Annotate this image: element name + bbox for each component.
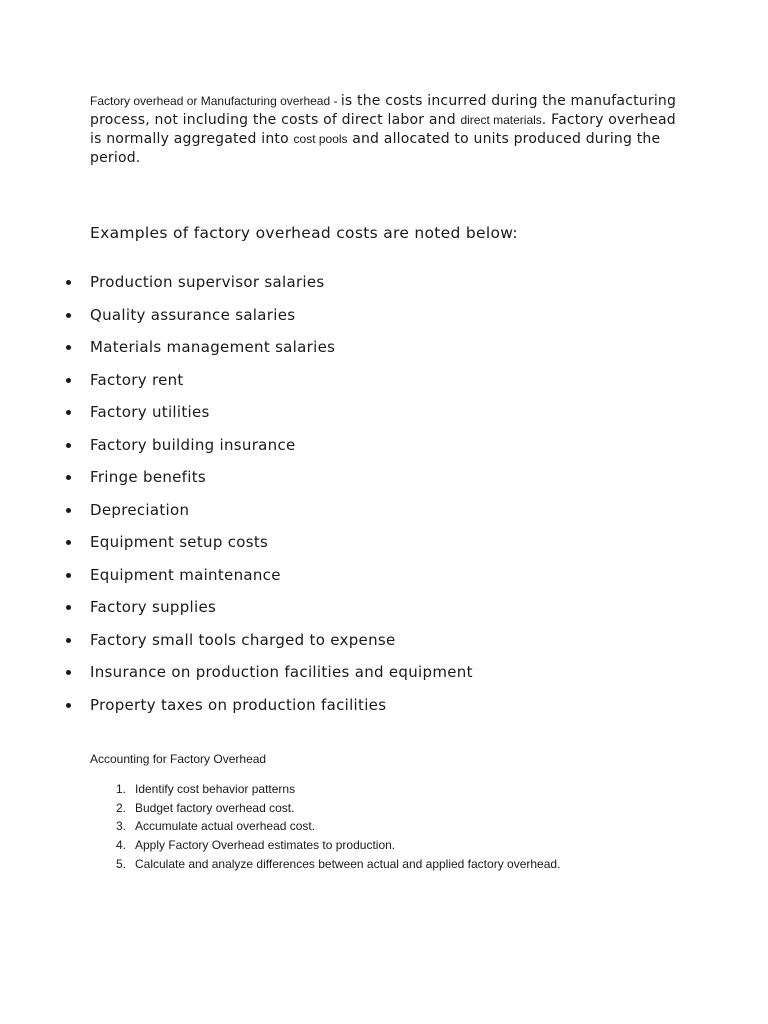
bullet-icon	[66, 508, 71, 513]
list-item-text: Factory supplies	[90, 598, 217, 616]
cost-pools-term: cost pools	[293, 132, 348, 146]
step-number: 5.	[115, 856, 126, 871]
direct-materials-term: direct materials	[460, 113, 542, 127]
intro-paragraph	[90, 92, 680, 168]
list-item-text: Factory building insurance	[90, 435, 296, 454]
step-number: 1.	[115, 782, 126, 796]
step-text: Identify cost behavior patterns	[135, 782, 296, 796]
list-item-text: Production supervisor salaries	[90, 273, 325, 291]
bullet-icon	[66, 670, 71, 675]
accounting-heading: Accounting for Factory Overhead	[90, 752, 267, 766]
list-item-text: Quality assurance salaries	[90, 305, 296, 324]
step-text: Budget factory overhead cost.	[135, 800, 295, 815]
list-item-text: Factory rent	[90, 370, 184, 389]
list-item-text: Equipment setup costs	[90, 533, 269, 551]
list-item-text: Materials management salaries	[90, 338, 336, 356]
list-item-text: Depreciation	[90, 500, 190, 519]
intro-text-3: and allocated to units produced during the period.	[90, 131, 661, 166]
step-text: Accumulate actual overhead cost.	[135, 819, 316, 834]
bullet-icon	[66, 638, 71, 643]
bullet-icon	[66, 573, 71, 578]
bullet-icon	[66, 605, 71, 610]
step-number: 4.	[115, 838, 126, 853]
examples-heading: Examples of factory overhead costs are noted below:	[90, 224, 518, 242]
bullet-icon	[66, 475, 71, 480]
intro-term: Factory overhead or Manufacturing overhead -	[90, 94, 341, 108]
step-text: Calculate and analyze differences between actual and applied factory overhead.	[135, 856, 561, 871]
list-item-text: Fringe benefits	[90, 468, 207, 486]
bullet-icon	[66, 345, 71, 350]
bullet-icon	[66, 410, 71, 415]
intro-text-1: is the costs incurred during the manufacturing process, not including the costs of direct labor and	[90, 93, 677, 128]
step-text: Apply Factory Overhead estimates to production.	[135, 838, 396, 853]
bullet-icon	[66, 540, 71, 545]
intro-text-2: . Factory overhead is normally aggregated into	[90, 112, 676, 147]
bullet-icon	[66, 703, 71, 708]
step-number: 2.	[115, 800, 126, 815]
bullet-icon	[66, 280, 71, 285]
list-item-text: Factory small tools charged to expense	[90, 630, 396, 649]
list-item-text: Factory utilities	[90, 403, 210, 421]
bullet-icon	[66, 443, 71, 448]
list-item-text: Property taxes on production facilities	[90, 695, 387, 714]
bullet-icon	[66, 378, 71, 383]
list-item-text: Equipment maintenance	[90, 565, 281, 584]
list-item-text: Insurance on production facilities and equipment	[90, 663, 473, 681]
bullet-icon	[66, 313, 71, 318]
step-number: 3.	[115, 819, 126, 834]
